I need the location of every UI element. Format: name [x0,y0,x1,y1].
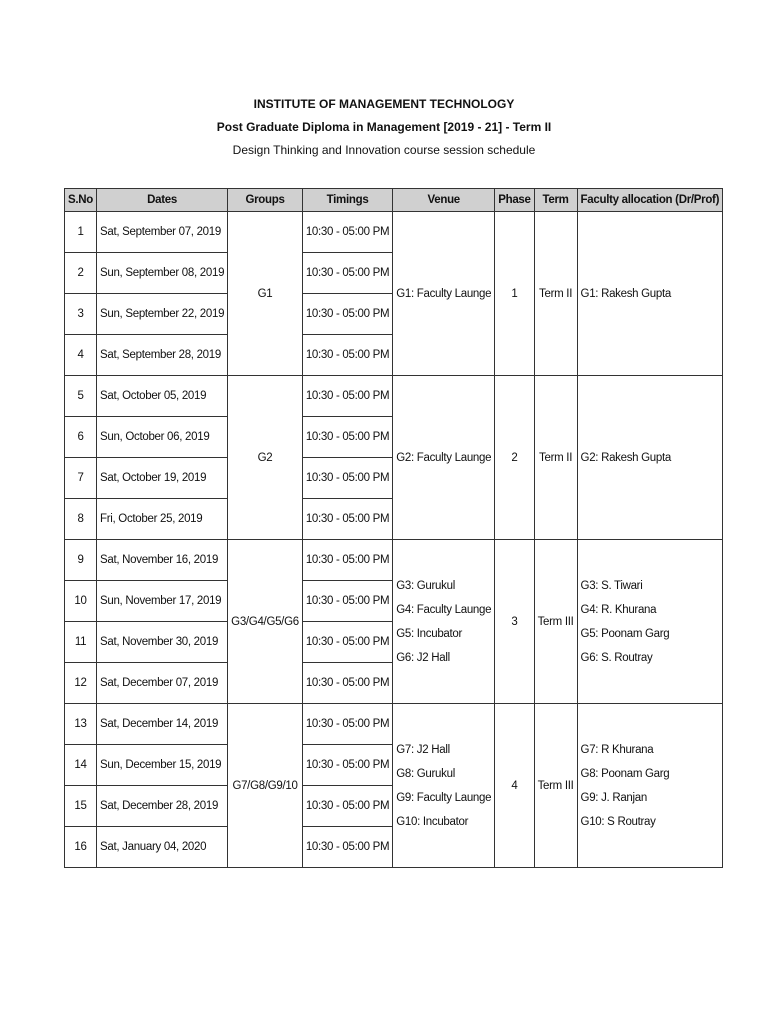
column-header-groups: Groups [228,189,303,212]
venue-cell: G2: Faculty Launge [393,376,495,540]
column-header-faculty: Faculty allocation (Dr/Prof) [577,189,723,212]
timing-cell: 10:30 - 05:00 PM [302,376,392,417]
venue-cell [393,704,495,868]
faculty-cell: G2: Rakesh Gupta [577,376,723,540]
venue-line: G6: J2 Hall [396,651,450,664]
venue-line: G10: Incubator [396,815,469,828]
phase-cell: 3 [495,540,534,704]
table-row [65,540,723,581]
date-cell: Sat, December 28, 2019 [97,786,228,827]
sno-cell: 12 [65,663,97,704]
venue-cell [393,540,495,704]
faculty-line: G5: Poonam Garg [580,627,670,640]
column-header-sno: S.No [65,189,97,212]
group-cell: G7/G8/G9/10 [228,704,303,868]
phase-cell: 1 [495,212,534,376]
date-cell: Sat, December 14, 2019 [97,704,228,745]
faculty-line: G6: S. Routray [580,651,653,664]
group-cell: G3/G4/G5/G6 [228,540,303,704]
table-row [65,212,723,253]
timing-cell: 10:30 - 05:00 PM [302,786,392,827]
venue-line: G7: J2 Hall [396,743,450,756]
sno-cell: 5 [65,376,97,417]
sno-cell: 4 [65,335,97,376]
date-cell: Sun, December 15, 2019 [97,745,228,786]
timing-cell: 10:30 - 05:00 PM [302,581,392,622]
sno-cell: 7 [65,458,97,499]
program-title: Post Graduate Diploma in Management [2019 - 21] - Term II [216,120,552,134]
table-header-row [65,189,723,212]
timing-cell: 10:30 - 05:00 PM [302,335,392,376]
column-header-venue: Venue [393,189,495,212]
date-cell: Sun, September 22, 2019 [97,294,228,335]
sno-cell: 14 [65,745,97,786]
sno-cell: 8 [65,499,97,540]
group-cell: G2 [228,376,303,540]
timing-cell: 10:30 - 05:00 PM [302,540,392,581]
date-cell: Sun, November 17, 2019 [97,581,228,622]
column-header-timings: Timings [302,189,392,212]
column-header-phase: Phase [495,189,534,212]
sno-cell: 2 [65,253,97,294]
timing-cell: 10:30 - 05:00 PM [302,704,392,745]
term-cell: Term III [534,540,577,704]
session-schedule-table [64,188,723,868]
venue-line: G3: Gurukul [396,579,455,592]
sno-cell: 3 [65,294,97,335]
faculty-line: G4: R. Khurana [580,603,657,616]
date-cell: Sun, September 08, 2019 [97,253,228,294]
date-cell: Sat, October 19, 2019 [97,458,228,499]
venue-line: G9: Faculty Launge [396,791,492,804]
column-header-term: Term [534,189,577,212]
timing-cell: 10:30 - 05:00 PM [302,294,392,335]
schedule-subtitle: Design Thinking and Innovation course session schedule [232,143,536,157]
table-row [65,704,723,745]
sno-cell: 6 [65,417,97,458]
venue-line: G8: Gurukul [396,767,455,780]
faculty-line: G9: J. Ranjan [580,791,647,804]
timing-cell: 10:30 - 05:00 PM [302,663,392,704]
faculty-cell [577,540,723,704]
timing-cell: 10:30 - 05:00 PM [302,622,392,663]
sno-cell: 10 [65,581,97,622]
venue-cell: G1: Faculty Launge [393,212,495,376]
document-header [0,93,768,162]
timing-cell: 10:30 - 05:00 PM [302,253,392,294]
timing-cell: 10:30 - 05:00 PM [302,458,392,499]
column-header-dates: Dates [97,189,228,212]
term-cell: Term III [534,704,577,868]
faculty-line: G8: Poonam Garg [580,767,670,780]
timing-cell: 10:30 - 05:00 PM [302,212,392,253]
sno-cell: 13 [65,704,97,745]
sno-cell: 15 [65,786,97,827]
faculty-line: G7: R Khurana [580,743,654,756]
sno-cell: 16 [65,827,97,868]
venue-line: G4: Faculty Launge [396,603,492,616]
date-cell: Sat, September 07, 2019 [97,212,228,253]
sno-cell: 11 [65,622,97,663]
group-cell: G1 [228,212,303,376]
phase-cell: 2 [495,376,534,540]
timing-cell: 10:30 - 05:00 PM [302,827,392,868]
faculty-line: G10: S Routray [580,815,656,828]
table-row [65,376,723,417]
date-cell: Sat, December 07, 2019 [97,663,228,704]
date-cell: Sat, September 28, 2019 [97,335,228,376]
term-cell: Term II [534,212,577,376]
faculty-cell [577,704,723,868]
date-cell: Fri, October 25, 2019 [97,499,228,540]
faculty-line: G3: S. Tiwari [580,579,643,592]
date-cell: Sat, November 30, 2019 [97,622,228,663]
timing-cell: 10:30 - 05:00 PM [302,499,392,540]
date-cell: Sat, October 05, 2019 [97,376,228,417]
term-cell: Term II [534,376,577,540]
timing-cell: 10:30 - 05:00 PM [302,745,392,786]
sno-cell: 1 [65,212,97,253]
timing-cell: 10:30 - 05:00 PM [302,417,392,458]
venue-line: G5: Incubator [396,627,463,640]
date-cell: Sat, November 16, 2019 [97,540,228,581]
date-cell: Sun, October 06, 2019 [97,417,228,458]
sno-cell: 9 [65,540,97,581]
institute-title: INSTITUTE OF MANAGEMENT TECHNOLOGY [253,97,515,111]
phase-cell: 4 [495,704,534,868]
faculty-cell: G1: Rakesh Gupta [577,212,723,376]
date-cell: Sat, January 04, 2020 [97,827,228,868]
